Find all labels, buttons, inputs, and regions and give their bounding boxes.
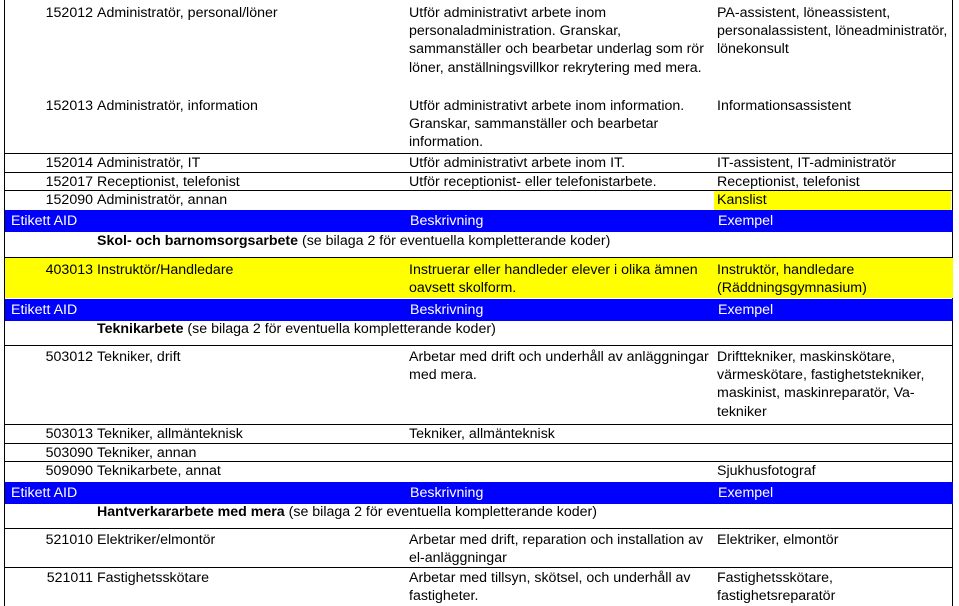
row-name: Elektriker/elmontör <box>97 532 216 548</box>
row-description: Utför administrativt arbete inom personaladministration. Granskar, sammanställer och bearbetar underlag som rör löner, anställningsvillkor rekrytering med mera. <box>409 5 704 76</box>
row-id: 503013 <box>45 426 93 442</box>
row-name: Administratör, IT <box>97 155 201 171</box>
row-description: Utför administrativt arbete inom information. Granskar, sammanställer och bearbetar information. <box>409 98 685 151</box>
grid-line <box>5 528 953 529</box>
section-note: (se bilaga 2 för eventuella kompletterande koder) <box>298 233 611 249</box>
row-name: Fastighetsskötare <box>97 570 209 586</box>
header-exempel: Exempel <box>718 485 774 501</box>
row-name: Administratör, personal/löner <box>97 5 278 21</box>
row-example: Informationsassistent <box>717 98 852 114</box>
row-id: 403013 <box>45 262 93 278</box>
row-name: Tekniker, allmänteknisk <box>97 426 243 442</box>
row-id: 503012 <box>45 349 93 365</box>
section-title: Hantverkararbete med mera <box>97 504 285 520</box>
table-header <box>5 299 953 321</box>
section-heading <box>97 503 597 521</box>
table-header <box>5 210 953 232</box>
header-exempel: Exempel <box>718 213 774 229</box>
section-title: Skol- och barnomsorgsarbete <box>97 233 299 249</box>
row-name: Tekniker, drift <box>97 349 181 365</box>
row-id: 152090 <box>45 192 93 208</box>
row-example: IT-assistent, IT-administratör <box>717 155 896 171</box>
row-description: Arbetar med drift, reparation och installation av el-anläggningar <box>409 532 704 567</box>
section-note: (se bilaga 2 för eventuella kompletterande koder) <box>284 504 597 520</box>
row-example: Elektriker, elmontör <box>717 532 839 548</box>
row-example: Fastighetsskötare, fastighetsreparatör <box>717 570 836 605</box>
row-id: 521010 <box>45 532 93 548</box>
row-id: 152012 <box>45 5 93 21</box>
row-name: Instruktör/Handledare <box>97 262 234 278</box>
header-beskrivning: Beskrivning <box>410 213 484 229</box>
header-exempel: Exempel <box>718 302 774 318</box>
row-example: PA-assistent, löneassistent, personalassistent, löneadministratör, lönekonsult <box>717 5 948 58</box>
row-description: Instruerar eller handleder elever i olika ämnen oavsett skolform. <box>409 262 698 297</box>
row-example: Instruktör, handledare (Räddningsgymnasium) <box>717 262 867 297</box>
row-id: 152013 <box>45 98 93 114</box>
row-description: Tekniker, allmänteknisk <box>409 426 555 442</box>
row-example: Sjukhusfotograf <box>717 463 816 479</box>
header-etikett: Etikett AID <box>11 485 78 501</box>
row-id: 521011 <box>46 570 93 586</box>
section-heading <box>97 232 610 250</box>
row-name: Receptionist, telefonist <box>97 174 240 190</box>
row-example: Drifttekniker, maskinskötare, värmeskötare, fastighetstekniker, maskinist, maskinreparatör, Va-tekniker <box>717 349 925 420</box>
header-beskrivning: Beskrivning <box>410 302 484 318</box>
row-name: Tekniker, annan <box>97 445 197 461</box>
grid-line <box>5 567 953 568</box>
row-name: Administratör, information <box>97 98 258 114</box>
row-id: 152017 <box>45 174 93 190</box>
row-example: Kanslist <box>717 192 767 208</box>
row-id: 503090 <box>45 445 93 461</box>
row-id: 152014 <box>45 155 93 171</box>
header-etikett: Etikett AID <box>11 302 78 318</box>
row-description: Utför receptionist- eller telefonistarbete. <box>409 174 657 190</box>
header-beskrivning: Beskrivning <box>410 485 484 501</box>
row-example: Receptionist, telefonist <box>717 174 860 190</box>
section-heading <box>97 320 496 338</box>
section-title: Teknikarbete <box>97 321 184 337</box>
row-description: Arbetar med tillsyn, skötsel, och underhåll av fastigheter. <box>409 570 691 605</box>
table-header <box>5 482 953 504</box>
grid-line <box>5 345 953 346</box>
row-name: Administratör, annan <box>97 192 228 208</box>
row-description: Utför administrativt arbete inom IT. <box>409 155 626 171</box>
row-description: Arbetar med drift och underhåll av anläggningar med mera. <box>409 349 709 384</box>
row-name: Teknikarbete, annat <box>97 463 221 479</box>
header-etikett: Etikett AID <box>11 213 78 229</box>
section-note: (se bilaga 2 för eventuella kompletterande koder) <box>183 321 496 337</box>
row-id: 509090 <box>45 463 93 479</box>
